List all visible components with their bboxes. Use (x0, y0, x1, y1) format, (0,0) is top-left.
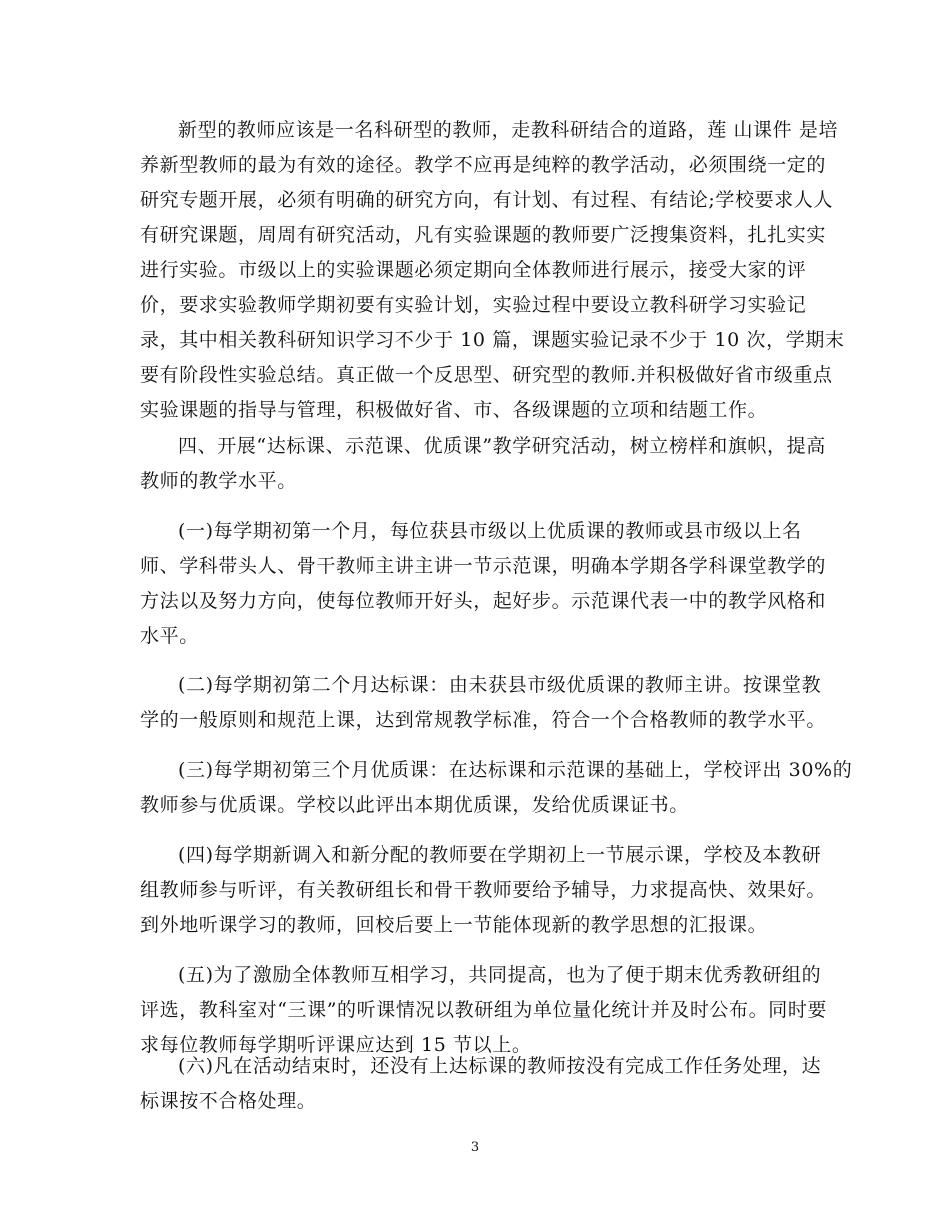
text-line: 养新型教师的最为有效的途径。教学不应再是纯粹的教学活动，必须围绕一定的 (140, 154, 827, 176)
text-line: 进行实验。市级以上的实验课题必须定期向全体教师进行展示，接受大家的评 (140, 259, 807, 281)
text-line: (五)为了激励全体教师互相学习，共同提高，也为了便于期末优秀教研组的 (178, 964, 822, 986)
text-line: (六)凡在活动结束时，还没有上达标课的教师按没有完成工作任务处理，达 (178, 1055, 822, 1077)
text-line: 要有阶段性实验总结。真正做一个反思型、研究型的教师.并积极做好省市级重点 (140, 364, 833, 386)
text-line: 实验课题的指导与管理，积极做好省、市、各级课题的立项和结题工作。 (140, 399, 768, 421)
text-line: (三)每学期初第三个月优质课：在达标课和示范课的基础上，学校评出 30%的 (178, 759, 853, 781)
section-heading-line: 教师的教学水平。 (140, 470, 297, 492)
text-line: 标课按不合格处理。 (140, 1090, 317, 1112)
text-line: 研究专题开展，必须有明确的研究方向，有计划、有过程、有结论;学校要求人人 (140, 189, 834, 211)
text-line: 到外地听课学习的教师，回校后要上一节能体现新的教学思想的汇报课。 (140, 914, 768, 936)
text-line: 水平。 (140, 625, 199, 647)
text-line: (四)每学期新调入和新分配的教师要在学期初上一节展示课，学校及本教研 (178, 844, 822, 866)
text-line: 有研究课题，周周有研究活动，凡有实验课题的教师要广泛搜集资料，扎扎实实 (140, 224, 827, 246)
text-line: 评选，教科室对“三课”的听课情况以教研组为单位量化统计并及时公布。同时要 (140, 999, 828, 1021)
section-heading-line: 四、开展“达标课、示范课、优质课”教学研究活动，树立榜样和旗帜，提高 (178, 435, 826, 457)
text-line: 学的一般原则和规范上课，达到常规教学标准，符合一个合格教师的教学水平。 (140, 709, 827, 731)
text-line: (二)每学期初第二个月达标课：由未获县市级优质课的教师主讲。按课堂教 (178, 674, 822, 696)
text-line: 教师参与优质课。学校以此评出本期优质课，发给优质课证书。 (140, 794, 689, 816)
page-number: 3 (470, 1140, 480, 1155)
text-line: 价，要求实验教师学期初要有实验计划，实验过程中要设立教科研学习实验记 (140, 294, 807, 316)
text-line: 新型的教师应该是一名科研型的教师，走教科研结合的道路，莲 山课件 是培 (178, 119, 839, 141)
text-line: 组教师参与听评，有关教研组长和骨干教师要给予辅导，力求提高快、效果好。 (140, 879, 827, 901)
text-line: 师、学科带头人、骨干教师主讲主讲一节示范课，明确本学期各学科课堂教学的 (140, 555, 827, 577)
text-line: (一)每学期初第一个月，每位获县市级以上优质课的教师或县市级以上名 (178, 520, 802, 542)
text-line: 方法以及努力方向，使每位教师开好头，起好步。示范课代表一中的教学风格和 (140, 590, 827, 612)
text-line: 求每位教师每学期听评课应达到 15 节以上。 (140, 1034, 532, 1056)
text-line: 录，其中相关教科研知识学习不少于 10 篇，课题实验记录不少于 10 次，学期末 (140, 329, 845, 351)
